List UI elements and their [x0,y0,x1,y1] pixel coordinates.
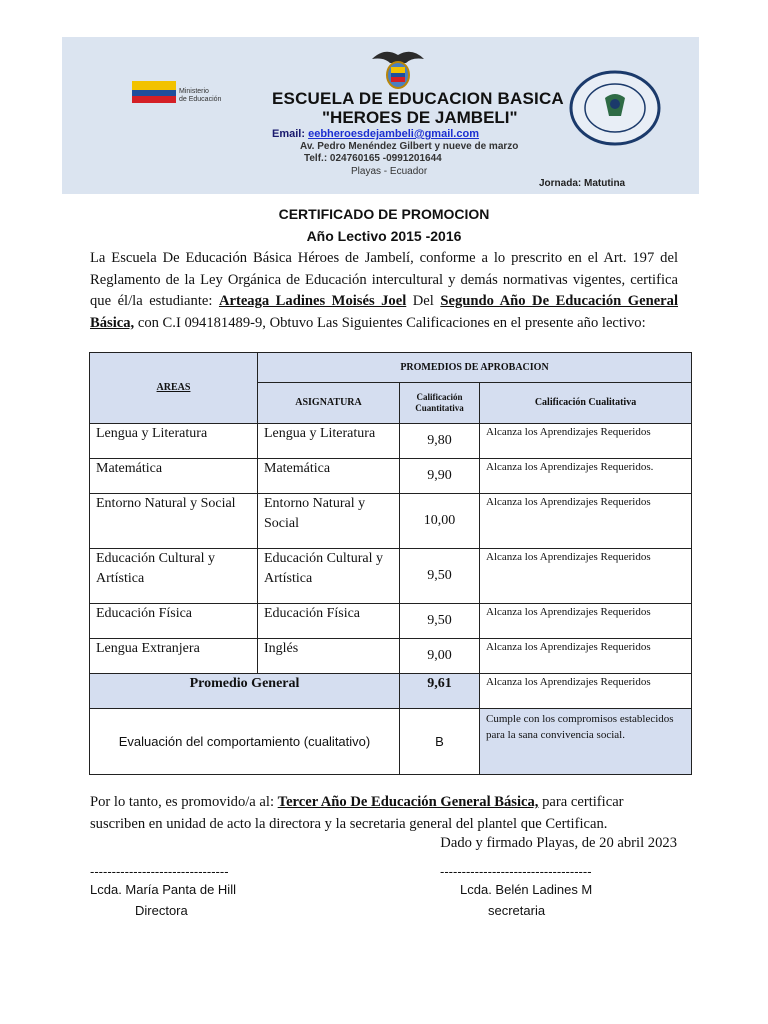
table-row: Educación Cultural y Artística Educación Cultural y Artística 9,50 Alcanza los Aprendizajes Requeridos [90,549,692,604]
behavior-value: B [400,709,480,775]
director-role: Directora [135,903,188,918]
average-label: Promedio General [90,674,400,709]
email-link[interactable]: eebheroesdejambeli@gmail.com [308,128,479,140]
email-line: Email: eebheroesdejambeli@gmail.com [272,128,479,140]
behavior-row [90,709,692,775]
city: Playas - Ecuador [351,166,428,177]
average-row [90,674,692,709]
intro-paragraph: La Escuela De Educación Básica Héroes de Jambelí, conforme a lo prescrito en el Art. 197 del Reglamento de la Ley Orgánica de Educación intercultural y demás normativas vigentes, certifica que él/la estudiante: Arteaga Ladines Moisés Joel Del Segundo Año De Educación General Básica, con C.I 094181489-9, Obtuvo Las Siguientes Calificaciones en el presente año lectivo: [90,250,679,331]
signature-line-director: -------------------------------- [90,864,229,879]
header-cuantitativa: Calificación Cuantitativa [400,383,480,424]
director-name: Lcda. María Panta de Hill [90,882,236,897]
header-cualitativa: Calificación Cualitativa [480,383,692,424]
ecuador-crest-icon [370,45,426,91]
certificate-title: CERTIFICADO DE PROMOCION [278,206,490,222]
school-seal-icon [569,70,661,146]
signature-line-secretary: ----------------------------------- [440,864,592,879]
header-areas: AREAS [90,353,258,424]
student-name: Arteaga Ladines Moisés Joel [218,293,407,309]
behavior-description: Cumple con los compromisos establecidos para la sana convivencia social. [480,709,692,775]
ministry-label: Ministerio de Educación [179,88,222,103]
current-grade: Segundo Año De Educación General Básica, [90,293,679,331]
date-line: Dado y firmado Playas, de 20 abril 2023 [440,835,677,851]
table-row: Lengua Extranjera Inglés 9,00 Alcanza los Aprendizajes Requeridos [90,639,692,674]
average-value: 9,61 [400,674,480,709]
header-promedios: PROMEDIOS DE APROBACION [258,353,692,383]
school-year: Año Lectivo 2015 -2016 [306,228,462,244]
phone: Telf.: 024760165 -0991201644 [304,153,442,164]
table-row: Educación Física Educación Física 9,50 Alcanza los Aprendizajes Requeridos [90,604,692,639]
header-banner [62,37,699,194]
jornada: Jornada: Matutina [539,178,626,189]
school-subtitle: "HEROES DE JAMBELI" [322,108,518,127]
average-qualitative: Alcanza los Aprendizajes Requeridos [480,674,692,709]
closing-paragraph: Por lo tanto, es promovido/a al: Tercer Año De Educación General Básica, para certificar suscriben en unidad de acto la directora y la secretaria general del plantel que Certifican. [90,794,624,832]
secretary-role: secretaria [488,903,546,918]
ministry-flag-logo [132,81,176,103]
header-asignatura: ASIGNATURA [258,383,400,424]
address: Av. Pedro Menéndez Gilbert y nueve de marzo [300,141,519,152]
behavior-label: Evaluación del comportamiento (cualitativo) [90,709,400,775]
table-row: Matemática Matemática 9,90 Alcanza los Aprendizajes Requeridos. [90,459,692,494]
school-name: ESCUELA DE EDUCACION BASICA [272,89,564,108]
grades-table [89,352,692,775]
next-grade: Tercer Año De Educación General Básica, [277,794,539,810]
secretary-name: Lcda. Belén Ladines M [460,882,593,897]
table-row: Entorno Natural y Social Entorno Natural y Social 10,00 Alcanza los Aprendizajes Requeridos [90,494,692,549]
table-row: Lengua y Literatura Lengua y Literatura 9,80 Alcanza los Aprendizajes Requeridos [90,424,692,459]
